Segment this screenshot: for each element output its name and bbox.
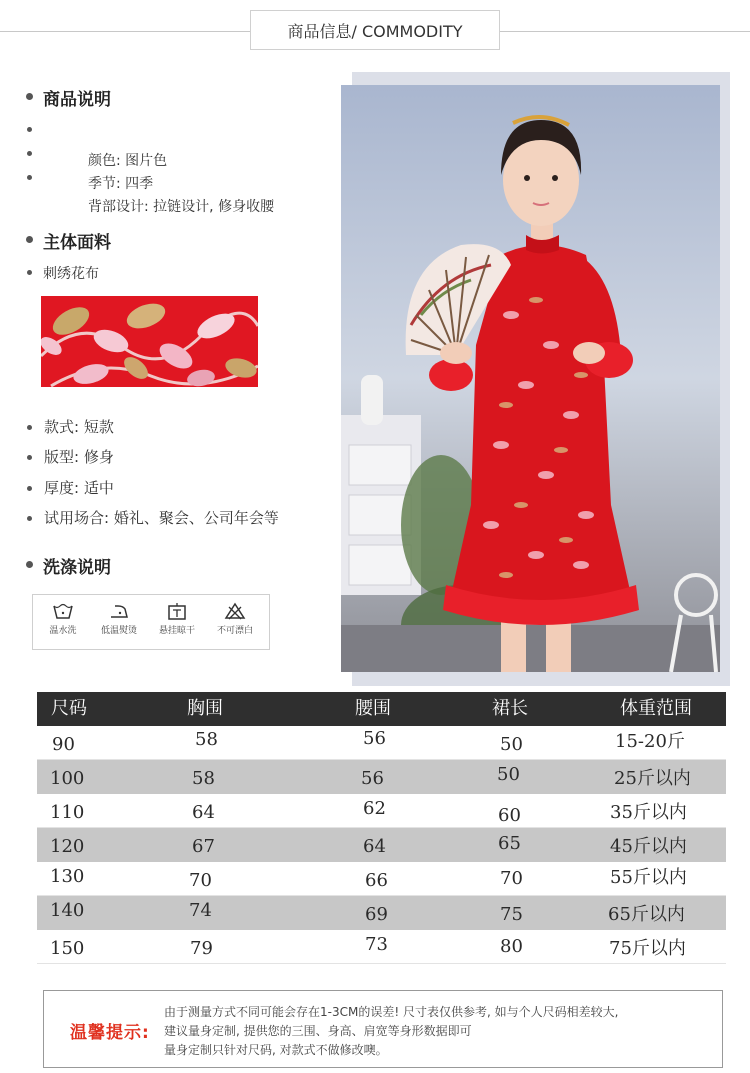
cell-size: 140 bbox=[50, 900, 85, 921]
section-header-title: 商品信息/ COMMODITY bbox=[287, 21, 463, 41]
bullet-dot bbox=[27, 151, 32, 156]
table-row bbox=[37, 896, 726, 930]
cell-waist: 56 bbox=[361, 768, 384, 789]
color-line: 颜色: 图片色 bbox=[88, 153, 168, 169]
care-item bbox=[207, 602, 263, 636]
bullet-dot bbox=[27, 425, 32, 430]
bullet-dot bbox=[27, 486, 32, 491]
warm-tips-line: 由于测量方式不同可能会存在1-3CM的误差! 尺寸表仅供参考, 如与个人尺码相差较大, bbox=[164, 1005, 619, 1019]
style-line: 款式: 短款 bbox=[44, 418, 114, 436]
fit-line: 版型: 修身 bbox=[44, 448, 114, 466]
care-label: 悬挂晾干 bbox=[158, 626, 195, 636]
cell-weight: 55斤以内 bbox=[610, 867, 687, 888]
cell-waist: 73 bbox=[365, 934, 388, 955]
table-row bbox=[37, 930, 726, 964]
cell-chest: 58 bbox=[195, 729, 218, 750]
season-line: 季节: 四季 bbox=[88, 176, 154, 192]
wash-warm-icon bbox=[52, 602, 74, 620]
cell-length: 50 bbox=[497, 764, 520, 785]
warm-tips-box bbox=[43, 990, 723, 1068]
header-waist: 腰围 bbox=[355, 698, 391, 719]
header-chest: 胸围 bbox=[187, 698, 223, 719]
cell-waist: 62 bbox=[363, 798, 386, 819]
bullet-dot bbox=[27, 270, 32, 275]
cell-chest: 70 bbox=[189, 870, 212, 891]
cell-length: 75 bbox=[500, 904, 523, 925]
bullet-dot bbox=[27, 516, 32, 521]
cell-size: 150 bbox=[50, 938, 85, 959]
cell-chest: 79 bbox=[190, 938, 213, 959]
iron-low-icon bbox=[108, 602, 130, 620]
care-item bbox=[149, 602, 205, 636]
header-divider-right bbox=[500, 31, 750, 32]
table-row bbox=[37, 726, 726, 760]
table-row bbox=[37, 760, 726, 794]
cell-waist: 56 bbox=[363, 728, 386, 749]
bullet-dot bbox=[27, 455, 32, 460]
warm-tips-text bbox=[164, 1003, 618, 1060]
care-item bbox=[35, 602, 91, 636]
header-length: 裙长 bbox=[492, 698, 528, 719]
header-size: 尺码 bbox=[51, 698, 87, 719]
fabric-text: 刺绣花布 bbox=[43, 266, 99, 282]
product-photo bbox=[341, 85, 720, 672]
bullet-dot bbox=[27, 175, 32, 180]
table-row bbox=[37, 862, 726, 896]
cell-length: 60 bbox=[498, 805, 521, 826]
care-instructions bbox=[32, 594, 270, 650]
occasion-line: 试用场合: 婚礼、聚会、公司年会等 bbox=[44, 509, 279, 527]
desc-title: 商品说明 bbox=[43, 90, 111, 110]
fabric-title: 主体面料 bbox=[43, 233, 111, 253]
cell-weight: 25斤以内 bbox=[614, 768, 691, 789]
bullet-dot bbox=[26, 561, 33, 568]
cell-length: 50 bbox=[500, 734, 523, 755]
cell-size: 110 bbox=[50, 802, 85, 823]
fabric-swatch bbox=[41, 296, 258, 387]
cell-size: 120 bbox=[50, 836, 85, 857]
care-item bbox=[91, 602, 147, 636]
size-table bbox=[37, 692, 726, 964]
warm-tips-line: 建议量身定制, 提供您的三围、身高、肩宽等身形数据即可 bbox=[164, 1024, 472, 1038]
back-design-line: 背部设计: 拉链设计, 修身收腰 bbox=[88, 199, 275, 215]
header-weight: 体重范围 bbox=[620, 698, 692, 719]
warm-tips-line: 量身定制只针对尺码, 对款式不做修改噢。 bbox=[164, 1043, 388, 1057]
table-row bbox=[37, 794, 726, 828]
cell-weight: 65斤以内 bbox=[608, 904, 685, 925]
cell-size: 100 bbox=[50, 768, 85, 789]
wash-title: 洗涤说明 bbox=[43, 558, 111, 578]
cell-chest: 74 bbox=[189, 900, 212, 921]
cell-size: 90 bbox=[52, 734, 75, 755]
header-divider-left bbox=[0, 31, 250, 32]
bullet-dot bbox=[27, 127, 32, 132]
cell-weight: 35斤以内 bbox=[610, 802, 687, 823]
hang-dry-icon bbox=[166, 602, 188, 620]
cell-waist: 69 bbox=[365, 904, 388, 925]
bullet-dot bbox=[26, 236, 33, 243]
no-bleach-icon bbox=[224, 602, 246, 620]
cell-length: 80 bbox=[500, 936, 523, 957]
cell-waist: 66 bbox=[365, 870, 388, 891]
cell-weight: 75斤以内 bbox=[609, 938, 686, 959]
care-label: 低温熨烫 bbox=[100, 626, 137, 636]
cell-weight: 15-20斤 bbox=[615, 731, 685, 752]
cell-weight: 45斤以内 bbox=[610, 836, 687, 857]
cell-chest: 67 bbox=[192, 836, 215, 857]
care-label: 不可漂白 bbox=[216, 626, 253, 636]
bullet-dot bbox=[26, 93, 33, 100]
section-header bbox=[250, 10, 500, 50]
cell-waist: 64 bbox=[363, 836, 386, 857]
cell-length: 70 bbox=[500, 868, 523, 889]
cell-length: 65 bbox=[498, 833, 521, 854]
cell-chest: 58 bbox=[192, 768, 215, 789]
cell-chest: 64 bbox=[192, 802, 215, 823]
table-row bbox=[37, 828, 726, 862]
thickness-line: 厚度: 适中 bbox=[44, 479, 114, 497]
cell-size: 130 bbox=[50, 866, 85, 887]
warm-tips-label: 温馨提示: bbox=[70, 1023, 150, 1043]
care-label: 温水洗 bbox=[49, 626, 77, 636]
